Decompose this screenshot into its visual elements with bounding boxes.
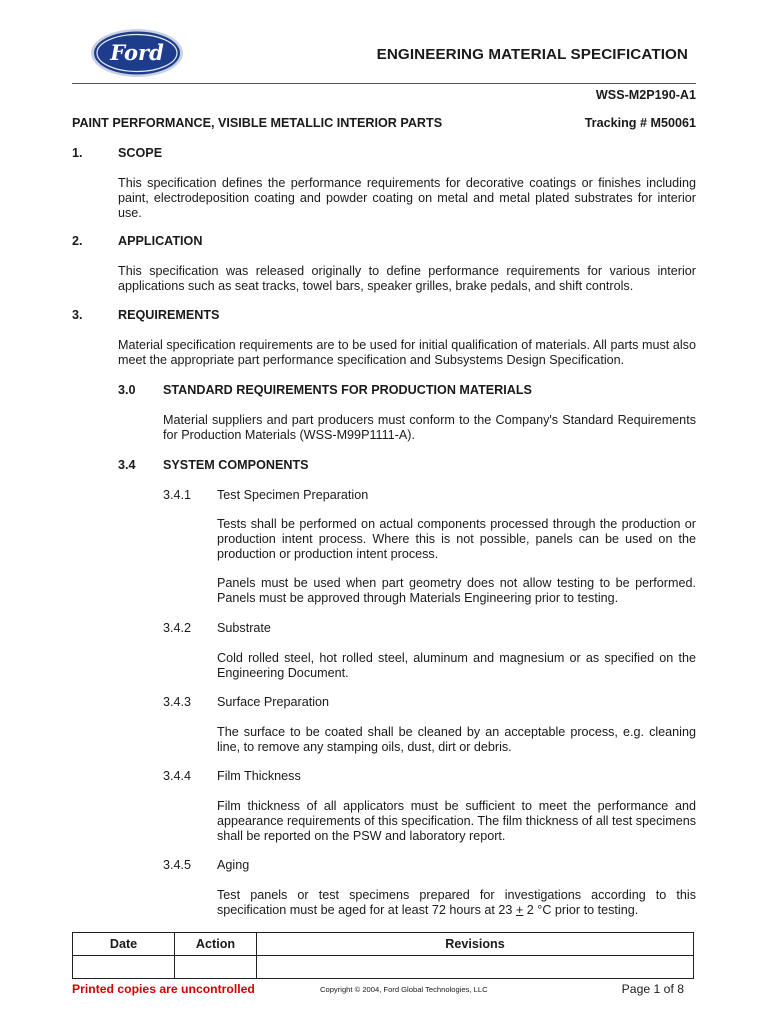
section-3-0-heading: STANDARD REQUIREMENTS FOR PRODUCTION MATERIALS: [163, 383, 532, 397]
ford-logo: [90, 28, 184, 78]
revisions-table: [72, 932, 694, 979]
section-3-4-4-number: 3.4.4: [163, 769, 192, 783]
section-3-4-1-heading: Test Specimen Preparation: [217, 488, 369, 502]
header-divider: [72, 83, 696, 84]
section-1-number: 1.: [72, 146, 83, 160]
aging-text-after: 2 °C prior to testing.: [523, 903, 639, 917]
section-1-text: This specification defines the performance requirements for decorative coatings or finishes including paint, electrodeposition coating and powder coating on metal and metal plated substrates for interior use.: [118, 176, 696, 220]
revisions-cell: [257, 956, 694, 979]
section-3-4-2-text: Cold rolled steel, hot rolled steel, aluminum and magnesium or as specified on the Engineering Document.: [217, 651, 696, 680]
section-3-4-1-text-2: Panels must be used when part geometry does not allow testing to be performed. Panels must be approved through Materials Engineering prior to testing.: [217, 576, 696, 605]
section-2-text: This specification was released originally to define performance requirements for various interior applications such as seat tracks, towel bars, speaker grilles, brake pedals, and shift controls.: [118, 264, 696, 293]
section-3-4-5-number: 3.4.5: [163, 858, 192, 872]
section-3-4-3-number: 3.4.3: [163, 695, 192, 709]
section-3-4-4-text: Film thickness of all applicators must be sufficient to meet the performance and appearance requirements of this specification. The film thickness of all test specimens shall be reported on the PSW and laboratory report.: [217, 799, 696, 843]
col-action-header: Action: [175, 933, 257, 956]
table-row: [73, 956, 694, 979]
tracking-number: Tracking # M50061: [584, 116, 696, 130]
header-title: ENGINEERING MATERIAL SPECIFICATION: [376, 46, 688, 63]
document-title: PAINT PERFORMANCE, VISIBLE METALLIC INTERIOR PARTS: [72, 116, 443, 130]
page-number: Page 1 of 8: [621, 982, 684, 996]
section-3-text: Material specification requirements are to be used for initial qualification of materials. All parts must also meet the appropriate part performance specification and Subsystems Design Specification.: [118, 338, 696, 367]
action-cell: [175, 956, 257, 979]
logo-text: Ford: [110, 40, 164, 65]
section-3-0-number: 3.0: [118, 383, 136, 397]
section-3-number: 3.: [72, 308, 83, 322]
section-3-heading: REQUIREMENTS: [118, 308, 220, 322]
col-revisions-header: Revisions: [257, 933, 694, 956]
date-cell: [73, 956, 175, 979]
section-2-heading: APPLICATION: [118, 234, 203, 248]
uncontrolled-notice: Printed copies are uncontrolled: [72, 982, 255, 996]
section-3-4-heading: SYSTEM COMPONENTS: [163, 458, 309, 472]
revisions-header-row: [73, 933, 694, 956]
section-3-4-5-text: [217, 888, 696, 918]
section-3-4-3-heading: Surface Preparation: [217, 695, 330, 709]
section-2-number: 2.: [72, 234, 83, 248]
section-3-4-4-heading: Film Thickness: [217, 769, 301, 783]
ford-oval-icon: [90, 28, 184, 78]
col-date-header: Date: [73, 933, 175, 956]
section-3-0-text: Material suppliers and part producers must conform to the Company's Standard Requirements for Production Materials (WSS-M99P1111-A).: [163, 413, 696, 442]
section-3-4-1-number: 3.4.1: [163, 488, 192, 502]
section-1-heading: SCOPE: [118, 146, 163, 160]
section-3-4-2-number: 3.4.2: [163, 621, 192, 635]
section-3-4-2-heading: Substrate: [217, 621, 271, 635]
plus-minus-symbol: +: [515, 903, 524, 917]
spec-number: WSS-M2P190-A1: [595, 88, 696, 102]
section-3-4-number: 3.4: [118, 458, 136, 472]
section-3-4-1-text-1: Tests shall be performed on actual components processed through the production or production intent process. Where this is not possible, panels can be used on the production or production intent process.: [217, 517, 696, 561]
aging-text-before: Test panels or test specimens prepared for investigations according to this specification must be aged for at least 72 hours at 23: [217, 888, 696, 917]
copyright-notice: Copyright © 2004, Ford Global Technologies, LLC: [320, 985, 488, 994]
section-3-4-5-heading: Aging: [217, 858, 250, 872]
section-3-4-3-text: The surface to be coated shall be cleaned by an acceptable process, e.g. cleaning line, to remove any stamping oils, dust, dirt or debris.: [217, 725, 696, 754]
